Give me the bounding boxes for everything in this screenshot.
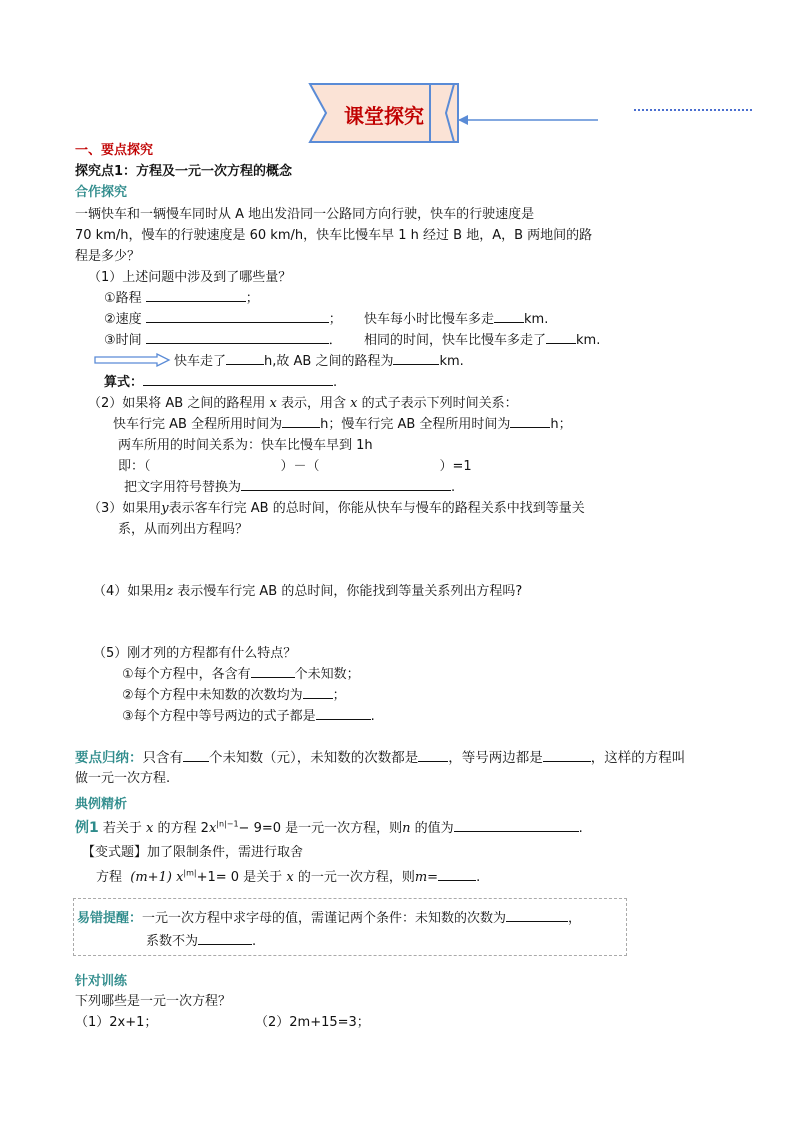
dotted-line [634,109,752,111]
q5-item-2: ②每个方程中未知数的次数均为 ； [122,684,346,703]
variant-title: 【变式题】加了限制条件，需进行取舍 [82,845,304,860]
q2-label: （2）如果将 AB 之间的路程用 x 表示，用含 x 的式子表示下列时间关系： [88,396,518,411]
variant-equation: 方程 (m+1) $x^{|m|}+1= 0$ 是关于 x 的一元一次方程，则m= . [96,868,481,885]
banner [298,78,598,148]
q2-time-line: 快车行完 AB 全程所用时间为 h；慢车行完 AB 全程所用时间为 h； [113,413,572,432]
tip-line-1: 易错提醒：一元一次方程中求字母的值，需谨记两个条件：未知数的次数为 ， [77,907,581,926]
q1-label: （1）上述问题中涉及到了哪些量？ [88,270,292,285]
speed-note: 快车每小时比慢车多走 km. [364,308,548,327]
time-note: 相同的时间，快车比慢车多走了 km. [364,329,600,348]
example-title: 典例精析 [75,797,128,812]
q2-equation: 即：（ ）－（ ）=1 [118,459,472,474]
train-title: 针对训练 [75,974,128,989]
calc-line: 算式： . [104,371,337,390]
train-option-1: （1）2x+1； [75,1015,158,1030]
problem-line-2: 70 km/h，慢车的行驶速度是 60 km/h，快车比慢车早 1 h 经过 B 地，A，B 两地间的路 [75,228,593,243]
example-1: 例1 若关于 x 的方程 $2x^{|n|-1}- 9=0$ 是一元一次方程，则n 的值为 . [75,819,583,836]
q4-line: （4）如果用z 表示慢车行完 AB 的总时间，你能找到等量关系列出方程吗? [93,584,523,599]
train-question: 下列哪些是一元一次方程？ [75,994,232,1009]
problem-line-3: 程是多少？ [75,249,141,264]
q5-label: （5）刚才列的方程都有什么特点？ [93,646,297,661]
tip-line-2: 系数不为 . [146,930,256,949]
q1-item-speed: ②速度 ； [104,308,342,327]
banner-title: 课堂探究 [344,104,424,128]
q5-item-3: ③每个方程中等号两边的式子都是 . [122,705,375,724]
train-option-2: （2）2m+15=3； [255,1015,370,1030]
q1-item-distance: ①路程 ； [104,287,259,306]
coop-title: 合作探究 [75,185,128,200]
summary-line-2: 做一元一次方程. [75,771,171,786]
banner-arrow-head [458,115,468,125]
fast-car-line: 快车走了 h,故 AB 之间的路程为 km. [174,350,464,369]
q5-item-1: ①每个方程中，各含有 个未知数； [122,663,360,682]
q3-line-1: （3）如果用y表示客车行完 AB 的总时间，你能从快车与慢车的路程关系中找到等量关 [88,501,585,516]
problem-line-1: 一辆快车和一辆慢车同时从 A 地出发沿同一公路同方向行驶，快车的行驶速度是 [75,207,535,222]
q2-replace: 把文字用符号替换为 . [124,476,455,495]
summary-line-1: 要点归纳：只含有 个未知数（元），未知数的次数都是 ，等号两边都是 ，这样的方程叫 [75,750,686,766]
section-heading: 一、要点探究 [75,143,154,158]
q1-item-time: ③时间 ． [104,329,342,348]
point1-heading: 探究点1：方程及一元一次方程的概念 [75,164,293,179]
q3-line-2: 系，从而列出方程吗？ [118,522,249,537]
right-arrow-icon [93,353,173,367]
q2-diff: 两车所用的时间关系为：快车比慢车早到 1h [118,438,373,453]
